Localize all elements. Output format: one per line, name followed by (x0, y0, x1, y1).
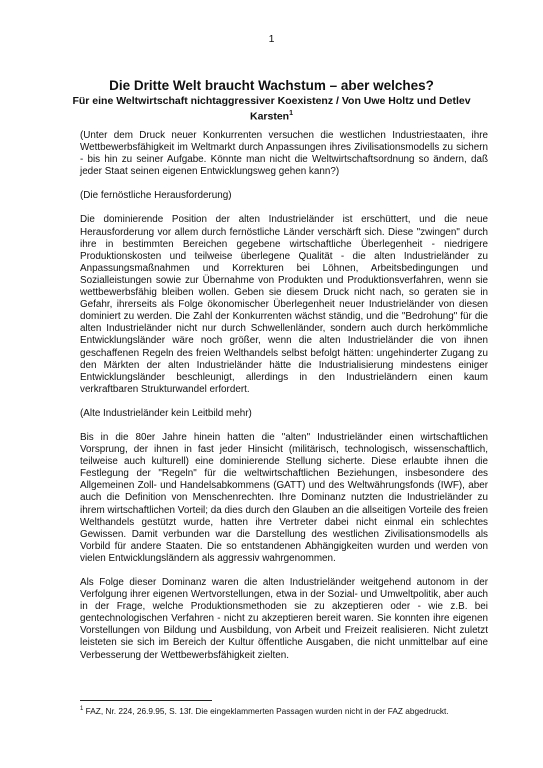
body-paragraph: Die dominierende Position der alten Industrieländer ist erschüttert, und die neue Herausforderung vor allem durch fernöstliche Länder verschärft sich. Diese "zwingen" durch ihre in bestimmten Bereichen gegebene wirtschaftliche Überlegenheit - niedrigere Produktionskosten und teilweise überlegene Qualität - die alten Industrieländer zu Anpassungsmaßnahmen und Korrekturen bei Löhnen, Arbeitsbedingungen und Sozialleistungen sowie zur Übernahme von Produkten und Produktionsverfahren, wenn sie wettbewerbsfähig bleiben wollen. Geben sie diesem Druck nicht nach, so geraten sie in Gefahr, ihrerseits als Folge ökonomischer Überlegenheit neuer Industrieländer von diesen dominiert zu werden. Die Zahl der Konkurrenten wächst ständig, und die "Bedrohung" für die alten Industrieländer nicht nur durch Schwellenländer, sondern auch durch herkömmliche Entwicklungsländer wäre noch größer, wenn die alten Industrieländer die von ihnen geschaffenen Regeln des freien Welthandels selbst befolgt hätten: ungehinderter Zugang zu den Märkten der alten Industrieländer hätte die Industrialisierung mindestens einiger Entwicklungsländer beschleunigt, allerdings in den Industrieländern einen kaum verkraftbaren Strukturwandel erfordert. (80, 214, 488, 395)
footnote-divider (80, 700, 212, 701)
article-subtitle (60, 95, 483, 123)
subtitle-text: Für eine Weltwirtschaft nichtaggressiver Koexistenz / Von Uwe Holtz und Detlev Karsten (72, 95, 471, 122)
body-paragraph: Als Folge dieser Dominanz waren die alten Industrieländer weitgehend autonom in der Verfolgung ihrer eigenen Wertvorstellungen, etwa in der Sozial- und Umweltpolitik, aber auch in der Frage, welche Produktionsmethoden sie zu akzeptieren oder - wie z.B. bei gentechnologischen Verfahren - nicht zu akzeptieren bereit waren. Sie konnten ihre eigenen Vorstellungen von Bildung und Ausbildung, von Arbeit und Freizeit realisieren. Nicht zuletzt leisteten sie sich im Bereich der Kultur öffentliche Ausgaben, die nicht unmittelbar auf eine Verbesserung der Wettbewerbsfähigkeit zielten. (80, 577, 488, 661)
article-title: Die Dritte Welt braucht Wachstum – aber welches? (109, 78, 434, 93)
intro-paragraph: (Unter dem Druck neuer Konkurrenten versuchen die westlichen Industriestaaten, ihre Wettbewerbsfähigkeit im Weltmarkt durch Anpassungen ihres Zivilisationsmodells zu sichern - bis hin zu seiner Aufgabe. Könnte man nicht die Weltwirtschaftsordnung so ändern, daß jeder Staat seinen eigenen Entwicklungsweg gehen kann?) (80, 130, 488, 178)
footnote-reference: 1 (289, 109, 293, 117)
section-heading: (Alte Industrieländer kein Leitbild mehr) (80, 407, 252, 419)
section-heading: (Die fernöstliche Herausforderung) (80, 190, 232, 202)
article-body (80, 130, 488, 662)
footnote (80, 704, 500, 716)
body-paragraph: Bis in die 80er Jahre hinein hatten die "alten" Industrieländer einen wirtschaftlichen Vorsprung, der ihnen in fast jeder Hinsicht (militärisch, technologisch, wissenschaftlich, teilweise auch kulturell) eine dominierende Stellung sicherte. Diese erlaubte ihnen die Festlegung der "Regeln" für die weltwirtschaftlichen Beziehungen, insbesondere des Allgemeinen Zoll- und Handelsabkommens (GATT) und des Weltwährungsfonds (IWF), aber auch die Definition von Menschenrechten. Ihre Dominanz nutzten die Industrieländer zu ihrem wirtschaftlichen Vorteil; da dies durch den Glauben an die allseitigen Vorteile des freien Welthandels gestützt wurde, hatten ihre Vertreter dabei nicht einmal ein schlechtes Gewissen. Damit verbunden war die Darstellung des westlichen Zivilisationsmodells als Vorbild für andere Staaten. Die so entstandenen Abhängigkeiten wurden und werden von vielen Entwicklungsländern als aggressiv wahrgenommen. (80, 431, 488, 564)
footnote-text: FAZ, Nr. 224, 26.9.95, S. 13f. Die eingeklammerten Passagen wurden nicht in der FAZ abgedruckt. (85, 705, 449, 716)
footnote-mark: 1 (80, 706, 84, 712)
page-number: 1 (268, 33, 275, 45)
article-heading (60, 78, 483, 123)
